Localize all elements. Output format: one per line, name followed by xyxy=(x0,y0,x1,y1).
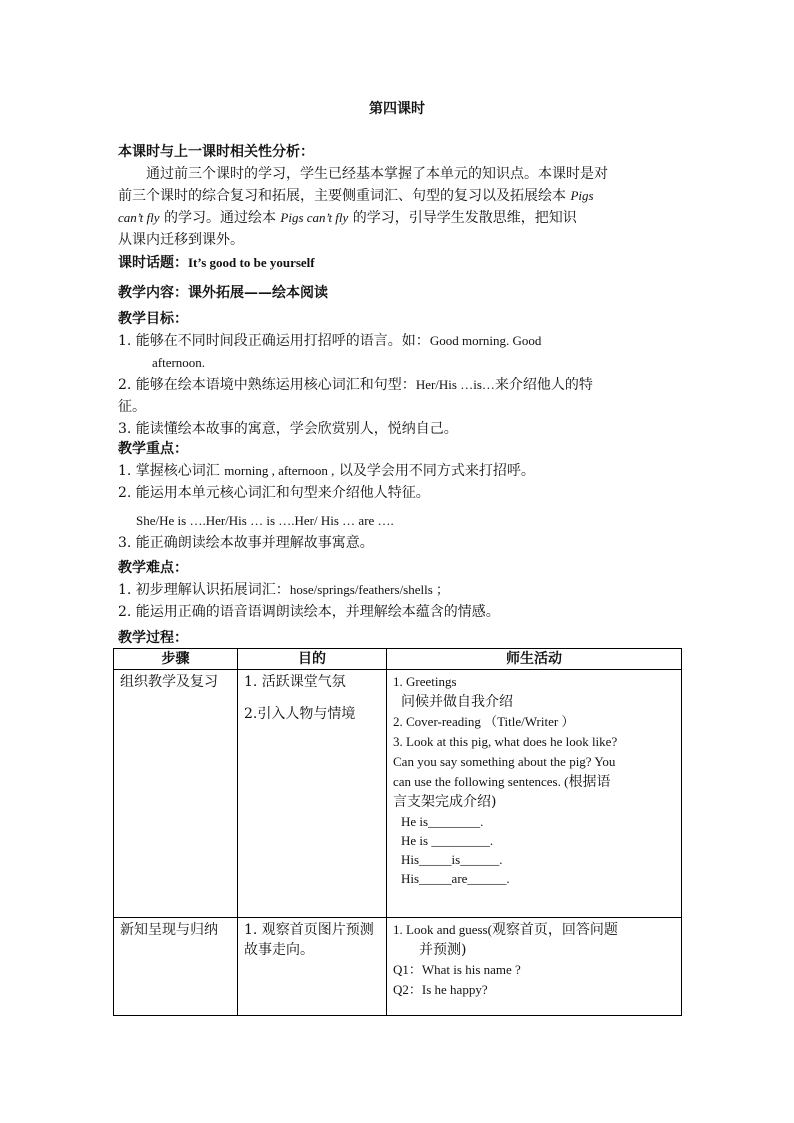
analysis-line-1: 通过前三个课时的学习，学生已经基本掌握了本单元的知识点。本课时是对 xyxy=(146,166,608,182)
key-point-2: 2. 能运用本单元核心词汇和句型来介绍他人特征。 xyxy=(118,485,430,501)
row1-purpose-2: 2.引入人物与情境 xyxy=(244,706,356,722)
row2-purpose: 1. 观察首页图片预测故事走向。 xyxy=(238,918,387,1016)
topic-value: It’s good to be yourself xyxy=(188,255,315,270)
key-points-heading: 教学重点： xyxy=(118,441,188,457)
row2-activity xyxy=(387,918,682,1016)
goal-2 xyxy=(118,374,678,396)
topic-label: 课时话题： xyxy=(118,255,188,271)
analysis-line-3-text-b: 的学习，引导学生发散思维，把知识 xyxy=(352,210,577,226)
process-heading: 教学过程： xyxy=(118,630,188,646)
book-title-part: Pigs xyxy=(570,188,594,203)
analysis-section xyxy=(118,141,678,251)
difficulty-2: 2. 能运用正确的语音语调朗读绘本，并理解绘本蕴含的情感。 xyxy=(118,604,500,620)
table-row xyxy=(114,670,682,918)
row1-purpose xyxy=(238,670,387,918)
key-point-2-pattern: She/He is ….Her/His … is ….Her/ His … are …. xyxy=(136,513,394,528)
row2-step: 新知呈现与归纳 xyxy=(114,918,238,1016)
difficulties-heading: 教学难点： xyxy=(118,560,188,576)
fill-blank-line: He is _________. xyxy=(401,833,494,848)
table-row xyxy=(114,918,682,1016)
goal-2-en: Her/His …is… xyxy=(415,377,495,392)
fill-blank-line: He is________. xyxy=(401,814,484,829)
content-label: 教学内容： xyxy=(118,285,188,301)
difficulty-1-text: 1. 初步理解认识拓展词汇： xyxy=(118,582,290,598)
content-value: 课外拓展——绘本阅读 xyxy=(188,285,328,301)
row2-act-1-cn: 观察首页，回答问题 xyxy=(491,922,618,938)
row1-purpose-1: 1. 活跃课堂气氛 xyxy=(244,674,346,690)
row1-activity xyxy=(387,670,682,918)
table-header-row xyxy=(114,649,682,670)
analysis-line-2 xyxy=(118,185,678,207)
goal-3: 3. 能读懂绘本故事的寓意，学会欣赏别人，悦纳自己。 xyxy=(118,421,458,437)
row1-step: 组织教学及复习 xyxy=(114,670,238,918)
difficulty-1-en: hose/springs/feathers/shells ； xyxy=(289,582,450,597)
key-point-1-text: 1. 掌握核心词汇 xyxy=(118,463,220,479)
key-points-section xyxy=(118,438,678,554)
analysis-line-3-text: 的学习。通过绘本 xyxy=(163,210,276,226)
row1-act-3c-en: can use the following sentences. ( xyxy=(393,774,569,789)
row1-act-1: 1. Greetings xyxy=(393,674,457,689)
row2-act-1-en: 1. Look and guess( xyxy=(393,922,492,937)
book-title: Pigs can’t fly xyxy=(280,210,349,225)
goals-section xyxy=(118,308,678,440)
row1-act-1b: 问候并做自我介绍 xyxy=(401,694,513,710)
analysis-line-2-text: 前三个课时的综合复习和拓展，主要侧重词汇、句型的复习以及拓展绘本 xyxy=(118,188,566,204)
row1-act-3d: 言支架完成介绍) xyxy=(393,794,497,810)
goal-1-cont: afternoon. xyxy=(152,355,206,370)
row1-act-3c-cn: 根据语 xyxy=(568,774,611,790)
goal-1-en: Good morning. Good xyxy=(429,333,542,348)
row2-q2: Q2：Is he happy? xyxy=(393,982,488,997)
analysis-heading: 本课时与上一课时相关性分析： xyxy=(118,144,314,160)
difficulties-section xyxy=(118,557,678,623)
key-point-3: 3. 能正确朗读绘本故事并理解故事寓意。 xyxy=(118,535,374,551)
fill-blank-line: His_____are______. xyxy=(401,871,510,886)
process-table xyxy=(113,648,682,1016)
key-point-1-en: morning , afternoon , xyxy=(224,463,335,478)
goal-1-text: 1. 能够在不同时间段正确运用打招呼的语言。如： xyxy=(118,333,430,349)
row2-act-1b: 并预测) xyxy=(419,942,467,958)
key-point-1 xyxy=(118,460,678,482)
page-title: 第四课时 xyxy=(369,101,425,117)
row1-act-3c xyxy=(393,772,675,792)
topic-line xyxy=(118,252,678,274)
goals-heading: 教学目标： xyxy=(118,311,188,327)
row2-q1: Q1：What is his name ? xyxy=(393,962,521,977)
analysis-line-3 xyxy=(118,207,678,229)
goal-2-text: 2. 能够在绘本语境中熟练运用核心词汇和句型： xyxy=(118,377,416,393)
header-purpose: 目的 xyxy=(238,649,387,670)
goal-2-text-b: 来介绍他人的特 xyxy=(494,377,593,393)
difficulty-1 xyxy=(118,579,678,601)
fill-blank-line: His_____is______. xyxy=(401,852,503,867)
row2-act-1 xyxy=(393,920,675,940)
analysis-line-4: 从课内迁移到课外。 xyxy=(118,232,244,248)
key-point-1-text-b: 以及学会用不同方式来打招呼。 xyxy=(338,463,535,479)
row1-act-2: 2. Cover-reading （Title/Writer ） xyxy=(393,714,575,729)
content-line xyxy=(118,282,678,304)
row1-act-3a: 3. Look at this pig, what does he look like? xyxy=(393,734,618,749)
book-title-part: can’t fly xyxy=(118,210,160,225)
header-step: 步骤 xyxy=(114,649,238,670)
goal-2-cont: 征。 xyxy=(118,399,146,415)
header-activity: 师生活动 xyxy=(387,649,682,670)
goal-1 xyxy=(118,330,678,352)
row1-act-3b: Can you say something about the pig? You xyxy=(393,754,616,769)
